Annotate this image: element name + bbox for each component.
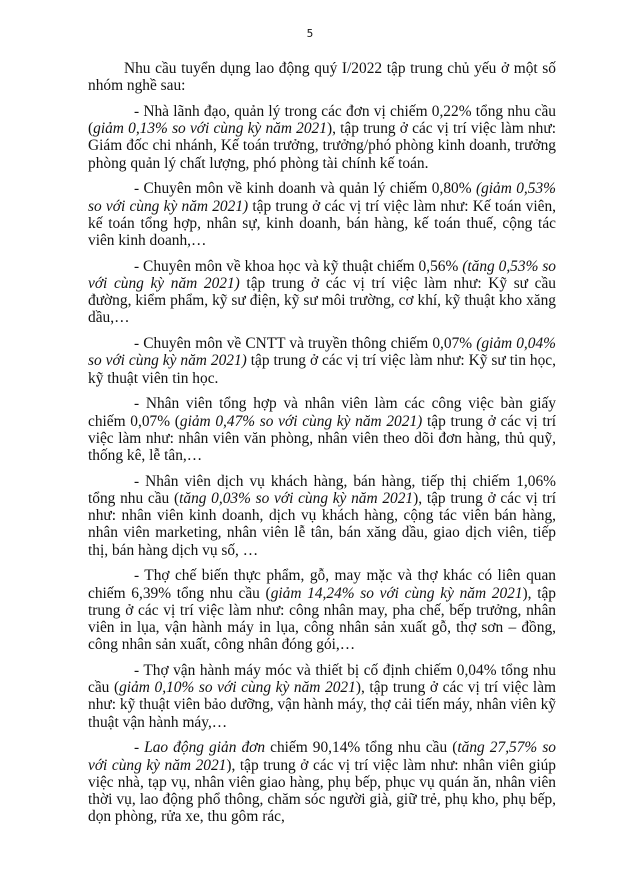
italic-text-segment: (giảm 0,53% so với cùng kỳ năm 2021) [88,180,556,215]
text-segment: chiếm 90,14% tổng nhu cầu ( [265,739,458,757]
text-segment: - Thợ chế biến thực phẩm, gỗ, may mặc và thợ khác có liên quan chiếm 6,39% tổng nhu cầu ( [88,567,556,602]
italic-text-segment: tăng 0,03% so với cùng kỳ năm 2021 [179,490,414,508]
text-segment: - Chuyên môn về khoa học và kỹ thuật chiếm 0,56% [134,257,463,275]
text-segment: - Nhân viên dịch vụ khách hàng, bán hàng, tiếp thị chiếm 1,06% tổng nhu cầu ( [88,472,556,508]
text-segment: ), tập trung ở các vị trí việc làm như: kỹ thuật viên bảo dưỡng, vận hành máy, thợ cải tiến máy, nhân viên kỹ thuật vận hành máy,… [88,679,556,731]
text-segment: Nhu cầu tuyển dụng lao động quý I/2022 tập trung chủ yếu ở một số nhóm nghề sau: [88,60,556,95]
italic-text-segment: tăng 27,57% so với cùng kỳ năm 2021 [88,739,556,774]
occupation-group-paragraph [88,395,556,464]
text-segment: ), tập trung ở các vị trí việc làm như: công nhân may, pha chế, bếp trưởng, nhân viên in lụa, vận hành máy in lụa, công nhân sản xuất gỗ, thợ sơn – đồng, công nhân sản xuất, công nhân đóng gói,… [88,584,557,654]
body-text [88,60,556,825]
text-segment: ), tập trung ở các vị trí việc làm như: Giám đốc chi nhánh, Kế toán trưởng, trưởng/phó phòng kinh doanh, trưởng phòng quản lý chất lượng, phó phòng tài chính kế toán. [88,120,556,172]
page-number: 5 [306,28,314,40]
italic-text-segment: (giảm 0,04% so với cùng kỳ năm 2021) [88,335,556,370]
text-segment: - Thợ vận hành máy móc và thiết bị cố định chiếm 0,04% tổng nhu cầu ( [88,662,556,697]
text-segment: tập trung ở các vị trí việc làm như: nhân viên văn phòng, nhân viên theo dõi đơn hàng, thủ quỹ, thống kê, lễ tân,… [88,412,556,465]
occupation-group-paragraph [88,473,556,559]
intro-paragraph [88,60,556,94]
italic-text-segment: - Lao động giản đơn [134,739,266,757]
occupation-group-paragraph [88,662,556,731]
text-segment: - Nhà lãnh đạo, quản lý trong các đơn vị chiếm 0,22% tổng nhu cầu ( [88,103,556,138]
text-segment: - Chuyên môn về kinh doanh và quản lý chiếm 0,80% [134,180,476,198]
italic-text-segment: giảm 0,13% so với cùng kỳ năm 2021 [93,120,327,138]
occupation-group-paragraph [88,180,556,249]
occupation-group-paragraph [88,739,556,825]
text-segment: tập trung ở các vị trí việc làm như: Kỹ sư tin học, kỹ thuật viên tin học. [88,352,556,387]
occupation-group-paragraph [88,567,556,653]
text-segment: ), tập trung ở các vị trí việc làm như: nhân viên giúp việc nhà, tạp vụ, nhân viên giao hàng, phụ bếp, phục vụ quán ăn, nhân viên thời vụ, lao động phổ thông, chăm sóc người già, giữ trẻ, phụ kho, phụ bếp, dọn phòng, rửa xe, thu gôm rác, [88,756,557,826]
text-segment: ), tập trung ở các vị trí như: nhân viên kinh doanh, dịch vụ khách hàng, cộng tác viên bán hàng, nhân viên marketing, nhân viên lễ tân, bán xăng dầu, giao dịch viên, tiếp thị, bán hàng dịch vụ số, … [88,490,556,559]
occupation-group-paragraph [88,103,556,172]
text-segment: tập trung ở các vị trí việc làm như: Kế toán viên, kế toán tổng hợp, nhân sự, kinh doanh, bán hàng, kế toán thuế, cộng tác viên kinh doanh,… [88,197,556,250]
occupation-group-paragraph [88,258,556,327]
italic-text-segment: giảm 0,10% so với cùng kỳ năm 2021 [119,679,356,697]
italic-text-segment: (tăng 0,53% so với cùng kỳ năm 2021) [88,257,557,293]
text-segment: - Chuyên môn về CNTT và truyền thông chiếm 0,07% [134,335,477,353]
italic-text-segment: giảm 0,47% so với cùng kỳ năm 2021) [179,412,423,430]
italic-text-segment: giảm 14,24% so với cùng kỳ năm 2021 [270,584,523,602]
text-segment: - Nhân viên tổng hợp và nhân viên làm các công việc bàn giấy chiếm 0,07% ( [88,395,556,430]
occupation-group-paragraph [88,335,556,387]
text-segment: tập trung ở các vị trí việc làm như: Kỹ sư cầu đường, kiểm phẩm, kỹ sư điện, kỹ sư môi trường, cơ khí, kỹ thuật kho xăng dầu,… [88,275,557,327]
